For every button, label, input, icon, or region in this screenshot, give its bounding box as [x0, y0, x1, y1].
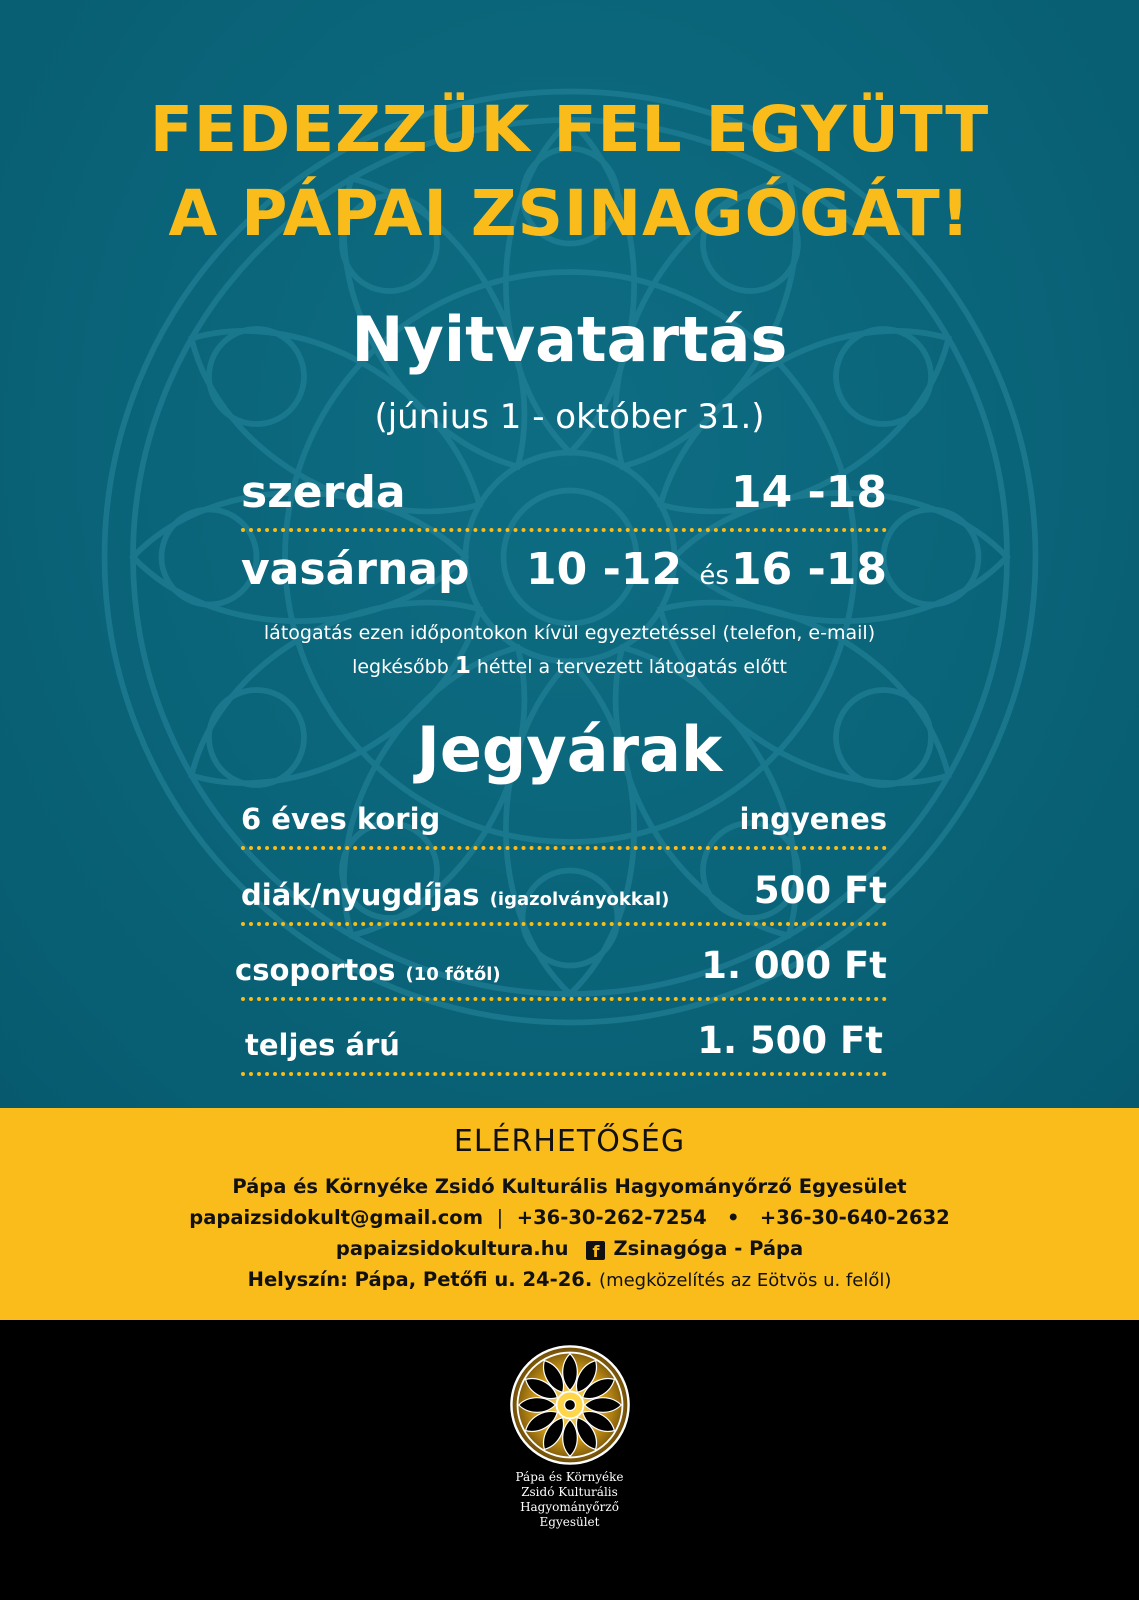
footer-org-line: Zsidó Kulturális [521, 1485, 618, 1499]
contact-location-note: (megközelítés az Eötvös u. felől) [599, 1270, 892, 1291]
opening-day: vasárnap [241, 544, 470, 595]
contact-email[interactable]: papaizsidokult@gmail.com [189, 1206, 484, 1229]
ticket-row [241, 1010, 887, 1076]
opening-time: 10 -12 [526, 544, 683, 595]
contact-line-email-phone [0, 1203, 1139, 1233]
opening-note-line-1: látogatás ezen időpontokon kívül egyeztetéssel (telefon, e-mail) [263, 622, 876, 644]
tickets-title: Jegyárak [416, 713, 723, 786]
ticket-label: teljes árú [245, 1028, 400, 1062]
contact-line-location [0, 1265, 1139, 1296]
contact-phone[interactable]: +36-30-262-7254 [516, 1206, 707, 1229]
footer-org-line: Egyesület [539, 1515, 600, 1529]
ticket-price: 1. 000 Ft [701, 944, 887, 987]
ticket-row [241, 860, 887, 926]
ticket-note: (10 főtől) [405, 964, 501, 985]
opening-row-wednesday [241, 458, 887, 532]
note-text: legkésőbb [352, 656, 449, 678]
opening-note-line-2 [0, 650, 1139, 683]
ticket-label: csoportos [235, 953, 396, 987]
opening-day: szerda [241, 467, 406, 518]
contact-title: ELÉRHETŐSÉG [453, 1124, 686, 1159]
contact-location: Helyszín: Pápa, Petőfi u. 24-26. [247, 1268, 593, 1291]
opening-time: 16 -18 [730, 544, 887, 595]
ticket-price: 1. 500 Ft [697, 1019, 883, 1062]
opening-hours-title: Nyitvatartás [351, 303, 788, 376]
contact-separator: • [727, 1206, 740, 1229]
note-weeks: 1 [454, 653, 471, 679]
opening-conjunction: és [699, 561, 729, 591]
footer-org-line: Pápa és Környéke [515, 1470, 624, 1484]
ticket-label: diák/nyugdíjas [241, 878, 480, 912]
contact-separator: | [496, 1206, 504, 1229]
contact-facebook[interactable]: Zsinagóga - Pápa [613, 1237, 804, 1260]
ticket-row [241, 790, 887, 850]
ticket-note: (igazolványokkal) [489, 889, 670, 910]
ticket-label-group [241, 878, 669, 912]
footer-organization [0, 1470, 1139, 1530]
opening-time: 14 -18 [730, 467, 887, 518]
ticket-price: 500 Ft [753, 869, 887, 912]
ticket-label-group [235, 953, 501, 987]
note-text: héttel a tervezett látogatás előtt [476, 656, 787, 678]
contact-line-web [0, 1234, 1139, 1264]
opening-period: (június 1 - október 31.) [374, 397, 765, 437]
ticket-price: ingyenes [739, 802, 887, 836]
opening-row-sunday [241, 530, 887, 605]
opening-time-group [526, 544, 887, 595]
facebook-icon[interactable]: f [586, 1241, 605, 1260]
footer-panel [0, 1320, 1139, 1600]
contact-website[interactable]: papaizsidokultura.hu [335, 1237, 569, 1260]
rose-window-logo-icon [509, 1344, 631, 1466]
headline-line-1: FEDEZZÜK FEL EGYÜTT [149, 93, 990, 166]
contact-phone[interactable]: +36-30-640-2632 [759, 1206, 950, 1229]
footer-org-line: Hagyományőrző [520, 1500, 619, 1514]
ticket-row [235, 935, 887, 1001]
contact-organization: Pápa és Környéke Zsidó Kulturális Hagyományőrző Egyesület [232, 1175, 907, 1198]
ticket-label: 6 éves korig [241, 802, 441, 836]
contact-panel [0, 1108, 1139, 1320]
headline-line-2: A PÁPAI ZSINAGÓGÁT! [168, 177, 971, 250]
